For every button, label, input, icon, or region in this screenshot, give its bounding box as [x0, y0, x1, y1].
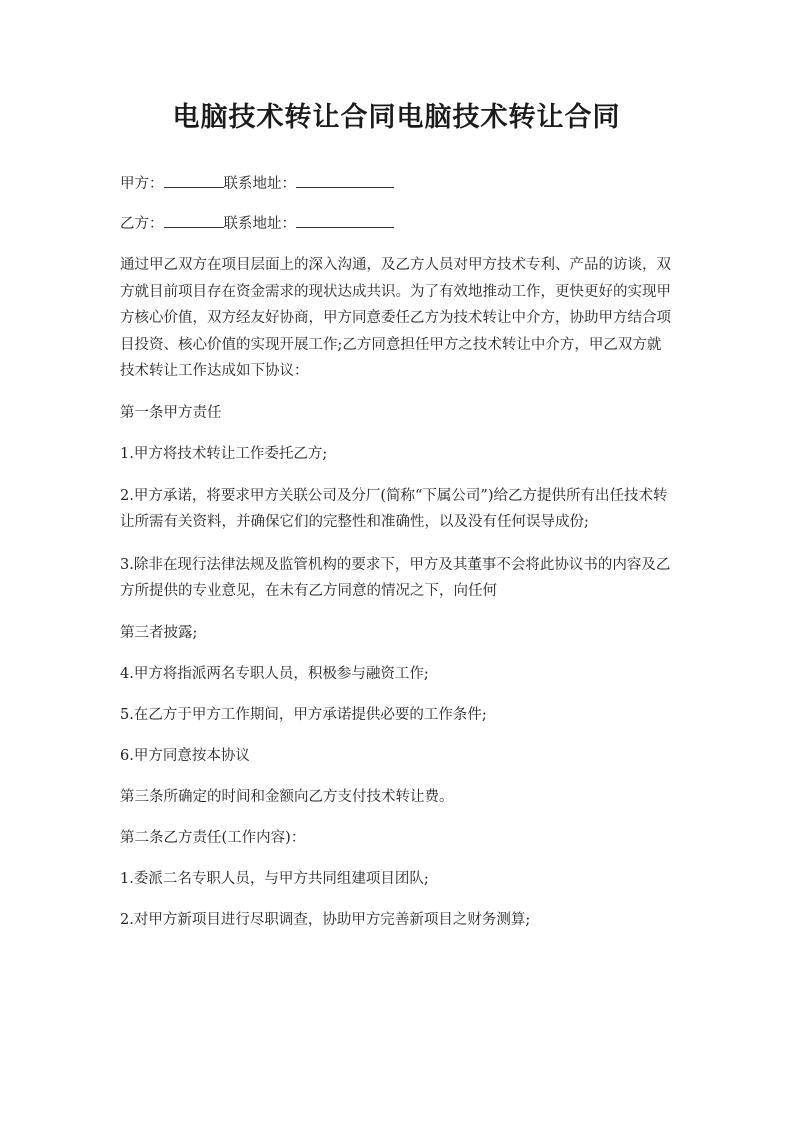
party-a-duty-4: 4.甲方将指派两名专职人员，积极参与融资工作; [120, 665, 429, 682]
party-b-label: 乙方： [120, 216, 164, 232]
party-a-duty-6-continued: 第三条所确定的时间和金额向乙方支付技术转让费。 [120, 788, 454, 805]
party-a-name-blank [164, 172, 224, 188]
section-2-heading: 第二条乙方责任(工作内容)： [120, 829, 306, 846]
intro-paragraph: 通过甲乙双方在项目层面上的深入沟通，及乙方人员对甲方技术专利、产品的访谈，双方就目前项目存在资金需求的现状达成共识。为了有效地推动工作，更快更好的实现甲方核心价值，双方经友好协商，甲方同意委任乙方为技术转让中介方，协助甲方结合项目投资、核心价值的实现开展工作;乙方同意担任甲方之技术转让中介方，甲乙双方就技术转让工作达成如下协议： [120, 257, 671, 379]
party-a-address-blank [296, 172, 394, 188]
party-a-duty-3: 3.除非在现行法律法规及监管机构的要求下，甲方及其董事不会将此协议书的内容及乙方所提供的专业意见，在未有乙方同意的情况之下，向任何 [120, 556, 671, 599]
party-a-label: 甲方： [120, 176, 164, 192]
party-a-duty-6: 6.甲方同意按本协议 [120, 747, 250, 764]
party-b-line [120, 212, 673, 236]
party-b-duty-1: 1.委派二名专职人员，与甲方共同组建项目团队; [120, 870, 429, 887]
document-title: 电脑技术转让合同电脑技术转让合同 [172, 102, 621, 133]
party-a-duty-3-continued: 第三者披露; [120, 624, 198, 641]
section-1-heading: 第一条甲方责任 [120, 404, 222, 421]
party-a-duty-1: 1.甲方将技术转让工作委托乙方; [120, 445, 328, 462]
party-a-line [120, 172, 673, 196]
party-a-duty-5: 5.在乙方于甲方工作期间，甲方承诺提供必要的工作条件; [120, 706, 487, 723]
party-a-duty-2: 2.甲方承诺，将要求甲方关联公司及分厂(简称“下属公司”)给乙方提供所有出任技术转让所需有关资料，并确保它们的完整性和准确性，以及没有任何误导成份; [120, 487, 668, 530]
party-b-name-blank [164, 212, 224, 228]
party-b-duty-2: 2.对甲方新项目进行尽职调查，协助甲方完善新项目之财务测算; [120, 911, 531, 928]
party-b-address-blank [296, 212, 394, 228]
party-a-address-label: 联系地址： [223, 176, 296, 192]
party-b-address-label: 联系地址： [223, 216, 296, 232]
